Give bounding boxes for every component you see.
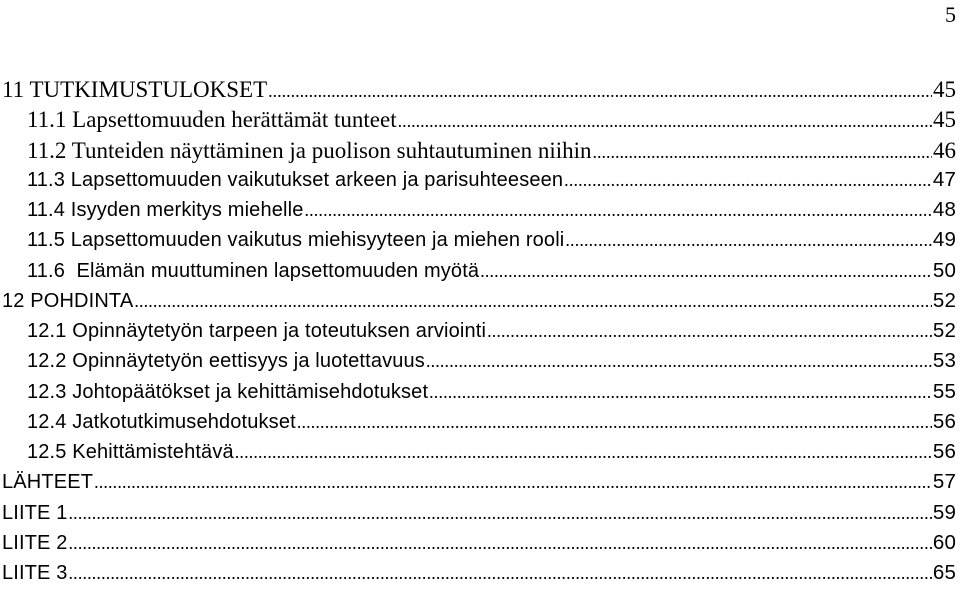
toc-entry-title: 11.2 Tunteiden näyttäminen ja puolison suhtautuminen niihin (27, 137, 592, 163)
toc-entry-title: 12.4 Jatkotutkimusehdotukset (27, 410, 296, 433)
dot-leader (429, 382, 932, 403)
toc-entry-title: 11.1 Lapsettomuuden herättämät tunteet (27, 107, 397, 133)
toc-entry-12[interactable] (0, 289, 956, 319)
toc-entry-page: 52 (932, 288, 956, 312)
toc-entry-title: 11.3 Lapsettomuuden vaikutukset arkeen ja parisuhteeseen (27, 168, 564, 191)
dot-leader (398, 111, 932, 132)
dot-leader (297, 412, 932, 433)
toc-entry-title: 11.4 Isyyden merkitys miehelle (27, 199, 304, 221)
toc-entry-page: 57 (932, 470, 956, 494)
toc-entry-title: LÄHTEET (2, 471, 94, 494)
toc-entry-lahteet[interactable] (0, 470, 956, 500)
toc-entry-11-6[interactable] (0, 259, 956, 289)
toc-entry-page: 55 (932, 379, 956, 403)
toc-entry-12-3[interactable] (0, 380, 956, 410)
dot-leader (69, 503, 932, 524)
toc-entry-12-1[interactable] (0, 319, 956, 349)
dot-leader (268, 81, 932, 102)
toc-entry-page: 65 (932, 561, 956, 584)
dot-leader (593, 142, 932, 163)
dot-leader (565, 230, 932, 251)
toc-entry-page: 59 (932, 500, 956, 524)
dot-leader (235, 442, 932, 463)
dot-leader (94, 472, 932, 493)
toc-entry-11-2[interactable] (0, 138, 956, 168)
dot-leader (426, 351, 932, 372)
dot-leader (134, 291, 932, 312)
toc-entry-title: LIITE 2 (2, 531, 68, 554)
toc-entry-title: 11.6 Elämän muuttuminen lapsettomuuden myötä (27, 259, 480, 282)
toc-entry-liite-2[interactable] (0, 531, 956, 561)
toc-entry-page: 49 (932, 228, 956, 252)
toc-entry-11[interactable] (0, 77, 956, 107)
toc-entry-title: 11.5 Lapsettomuuden vaikutus miehisyyteen ja miehen rooli (27, 229, 565, 252)
toc-entry-page: 48 (932, 198, 956, 221)
toc-entry-12-4[interactable] (0, 410, 956, 440)
dot-leader (564, 170, 932, 191)
toc-entry-page: 52 (932, 319, 956, 342)
toc-entry-title: LIITE 1 (2, 501, 68, 524)
toc-entry-page: 47 (932, 167, 956, 191)
toc-entry-page: 50 (932, 258, 956, 282)
toc-entry-11-5[interactable] (0, 228, 956, 258)
dot-leader (480, 261, 932, 282)
toc-entry-page: 45 (933, 107, 956, 133)
toc-entry-title: 12.2 Opinnäytetyön eettisyys ja luotettavuus (27, 350, 425, 373)
toc-entry-title: 12.5 Kehittämistehtävä (27, 441, 234, 463)
toc-entry-title: 12.3 Johtopäätökset ja kehittämisehdotukset (27, 380, 429, 403)
table-of-contents (0, 77, 956, 591)
toc-entry-page: 45 (933, 77, 956, 102)
dot-leader (487, 321, 932, 342)
toc-entry-page: 53 (932, 349, 956, 373)
toc-entry-12-2[interactable] (0, 349, 956, 379)
toc-entry-page: 56 (932, 409, 956, 433)
toc-entry-page: 56 (932, 440, 956, 463)
toc-entry-title: 12 POHDINTA (2, 289, 134, 312)
toc-entry-12-5[interactable] (0, 440, 956, 470)
toc-entry-title: LIITE 3 (2, 562, 68, 584)
dot-leader (69, 563, 932, 584)
toc-entry-11-1[interactable] (0, 107, 956, 137)
page-number: 5 (945, 2, 956, 27)
toc-entry-title: 12.1 Opinnäytetyön tarpeen ja toteutuksen arviointi (27, 320, 487, 342)
toc-entry-11-4[interactable] (0, 198, 956, 228)
dot-leader (304, 200, 931, 221)
toc-entry-11-3[interactable] (0, 168, 956, 198)
toc-entry-page: 60 (932, 530, 956, 554)
dot-leader (69, 533, 932, 554)
toc-entry-page: 46 (933, 137, 956, 163)
toc-entry-title: 11 TUTKIMUSTULOKSET (2, 77, 268, 102)
toc-entry-liite-1[interactable] (0, 501, 956, 531)
toc-entry-liite-3[interactable] (0, 561, 956, 591)
